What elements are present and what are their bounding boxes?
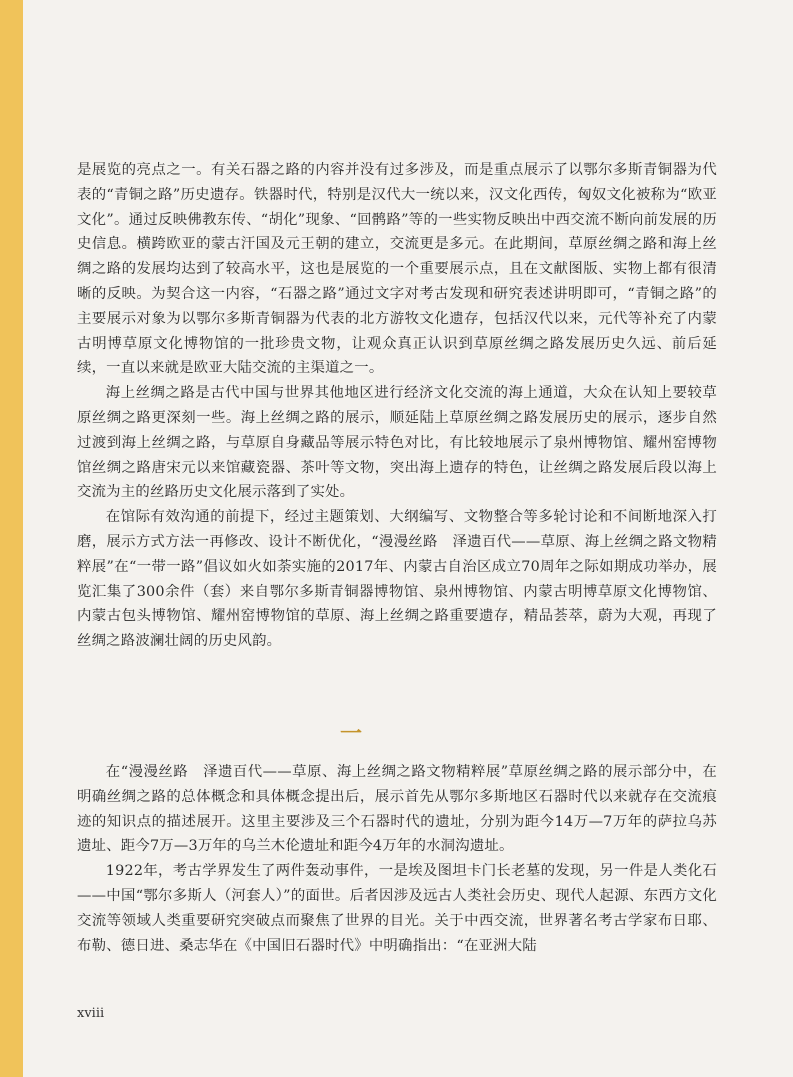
paragraph: 是展览的亮点之一。有关石器之路的内容并没有过多涉及，而是重点展示了以鄂尔多斯青铜器为代表的“青铜之路”历史遗存。铁器时代，特别是汉代大一统以来，汉文化西传，匈奴文化被称为“欧亚文化”。通过反映佛教东传、“胡化”现象、“回鹘路”等的一些实物反映出中西交流不断向前发展的历史信息。横跨欧亚的蒙古汗国及元王朝的建立，交流更是多元。在此期间，草原丝绸之路和海上丝绸之路的发展均达到了较高水平，这也是展览的一个重要展示点，且在文献图版、实物上都有很清晰的反映。为契合这一内容，“石器之路”通过文字对考古发现和研究表述讲明即可，“青铜之路”的主要展示对象为以鄂尔多斯青铜器为代表的北方游牧文化遗存，包括汉代以来，元代等补充了内蒙古明博草原文化博物馆的一批珍贵文物，让观众真正认识到草原丝绸之路发展历史久远、前后延续，一直以来就是欧亚大陆交流的主渠道之一。 [77, 162, 717, 377]
paragraph: 海上丝绸之路是古代中国与世界其他地区进行经济文化交流的海上通道，大众在认知上要较草原丝绸之路更深刻一些。海上丝绸之路的展示，顺延陆上草原丝绸之路发展历史的展示，逐步自然过渡到海上丝绸之路，与草原自身藏品等展示特色对比，有比较地展示了泉州博物馆、耀州窑博物馆丝绸之路唐宋元以来馆藏瓷器、茶叶等文物，突出海上遗存的特色，让丝绸之路发展后段以海上交流为主的丝路历史文化展示落到了实处。 [77, 385, 717, 501]
paragraph: 1922年，考古学界发生了两件轰动事件，一是埃及图坦卡门长老墓的发现，另一件是人类化石——中国“鄂尔多斯人（河套人）”的面世。后者因涉及远古人类社会历史、现代人起源、东西方文化交流等领域人类重要研究突破点而聚焦了世界的目光。关于中西交流，世界著名考古学家布日耶、布勒、德日进、桑志华在《中国旧石器时代》中明确指出：“在亚洲大陆 [77, 863, 717, 954]
section-number: 一 [340, 721, 363, 747]
page-number: xviii [77, 1006, 105, 1021]
text-block-bottom [77, 760, 717, 958]
side-color-bar [0, 0, 23, 1077]
paragraph: 在馆际有效沟通的前提下，经过主题策划、大纲编写、文物整合等多轮讨论和不间断地深入打磨，展示方式方法一再修改、设计不断优化，“漫漫丝路 泽遗百代——草原、海上丝绸之路文物精粹展”在“一带一路”倡议如火如荼实施的2017年、内蒙古自治区成立70周年之际如期成功举办，展览汇集了300余件（套）来自鄂尔多斯青铜器博物馆、泉州博物馆、内蒙古明博草原文化博物馆、内蒙古包头博物馆、耀州窑博物馆的草原、海上丝绸之路重要遗存，精品荟萃，蔚为大观，再现了丝绸之路波澜壮阔的历史风韵。 [77, 509, 717, 650]
paragraph: 在“漫漫丝路 泽遗百代——草原、海上丝绸之路文物精粹展”草原丝绸之路的展示部分中，在明确丝绸之路的总体概念和具体概念提出后，展示首先从鄂尔多斯地区石器时代以来就存在交流痕迹的知识点的描述展开。这里主要涉及三个石器时代的遗址，分别为距今14万—7万年的萨拉乌苏遗址、距今7万—3万年的乌兰木伦遗址和距今4万年的水洞沟遗址。 [77, 764, 717, 855]
text-block-top [77, 158, 717, 654]
